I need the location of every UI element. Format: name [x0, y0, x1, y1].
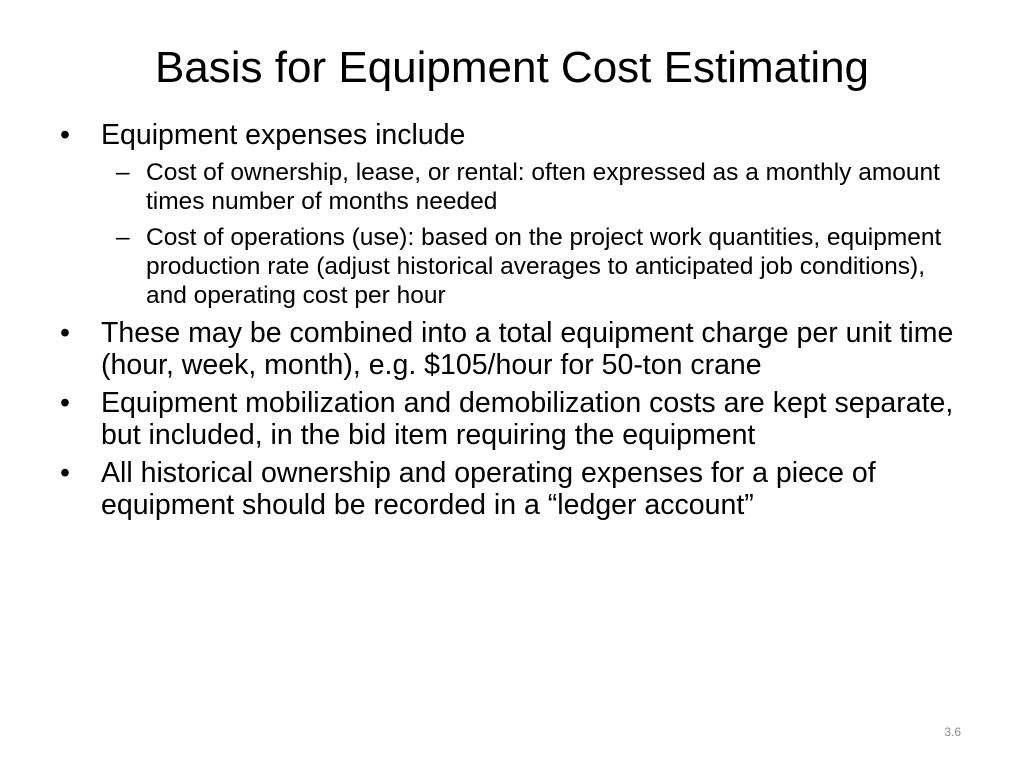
sub-bullet-list	[101, 158, 968, 310]
bullet-marker: •	[60, 387, 70, 419]
bullet-item-equipment-expenses	[58, 119, 968, 310]
bullet-text: Equipment mobilization and demobilization costs are kept separate, but included, in the bid item requiring the equipment	[101, 387, 954, 451]
bullet-item-mobilization-costs	[58, 387, 968, 451]
bullet-text: These may be combined into a total equipment charge per unit time (hour, week, month), e.g. $105/hour for 50-ton crane	[101, 317, 954, 381]
bullet-item-ledger-account	[58, 457, 968, 521]
bullet-marker: •	[60, 457, 70, 489]
slide-number: 3.6	[944, 725, 961, 739]
slide-content	[58, 119, 968, 527]
bullet-text: All historical ownership and operating expenses for a piece of equipment should be recorded in a “ledger account”	[101, 457, 876, 521]
sub-bullet-text: Cost of operations (use): based on the project work quantities, equipment production rate (adjust historical averages to anticipated job conditions), and operating cost per hour	[146, 224, 942, 309]
sub-bullet-marker: –	[116, 224, 130, 251]
sub-bullet-item-operations-cost	[116, 223, 968, 310]
bullet-marker: •	[60, 119, 70, 151]
bullet-marker: •	[60, 317, 70, 349]
bullet-text: Equipment expenses include	[101, 119, 466, 151]
slide-title: Basis for Equipment Cost Estimating	[154, 43, 870, 92]
bullet-item-combined-charge	[58, 317, 968, 381]
sub-bullet-item-ownership-cost	[116, 158, 968, 216]
sub-bullet-text: Cost of ownership, lease, or rental: often expressed as a monthly amount times number of months needed	[146, 159, 940, 215]
sub-bullet-marker: –	[116, 159, 130, 186]
